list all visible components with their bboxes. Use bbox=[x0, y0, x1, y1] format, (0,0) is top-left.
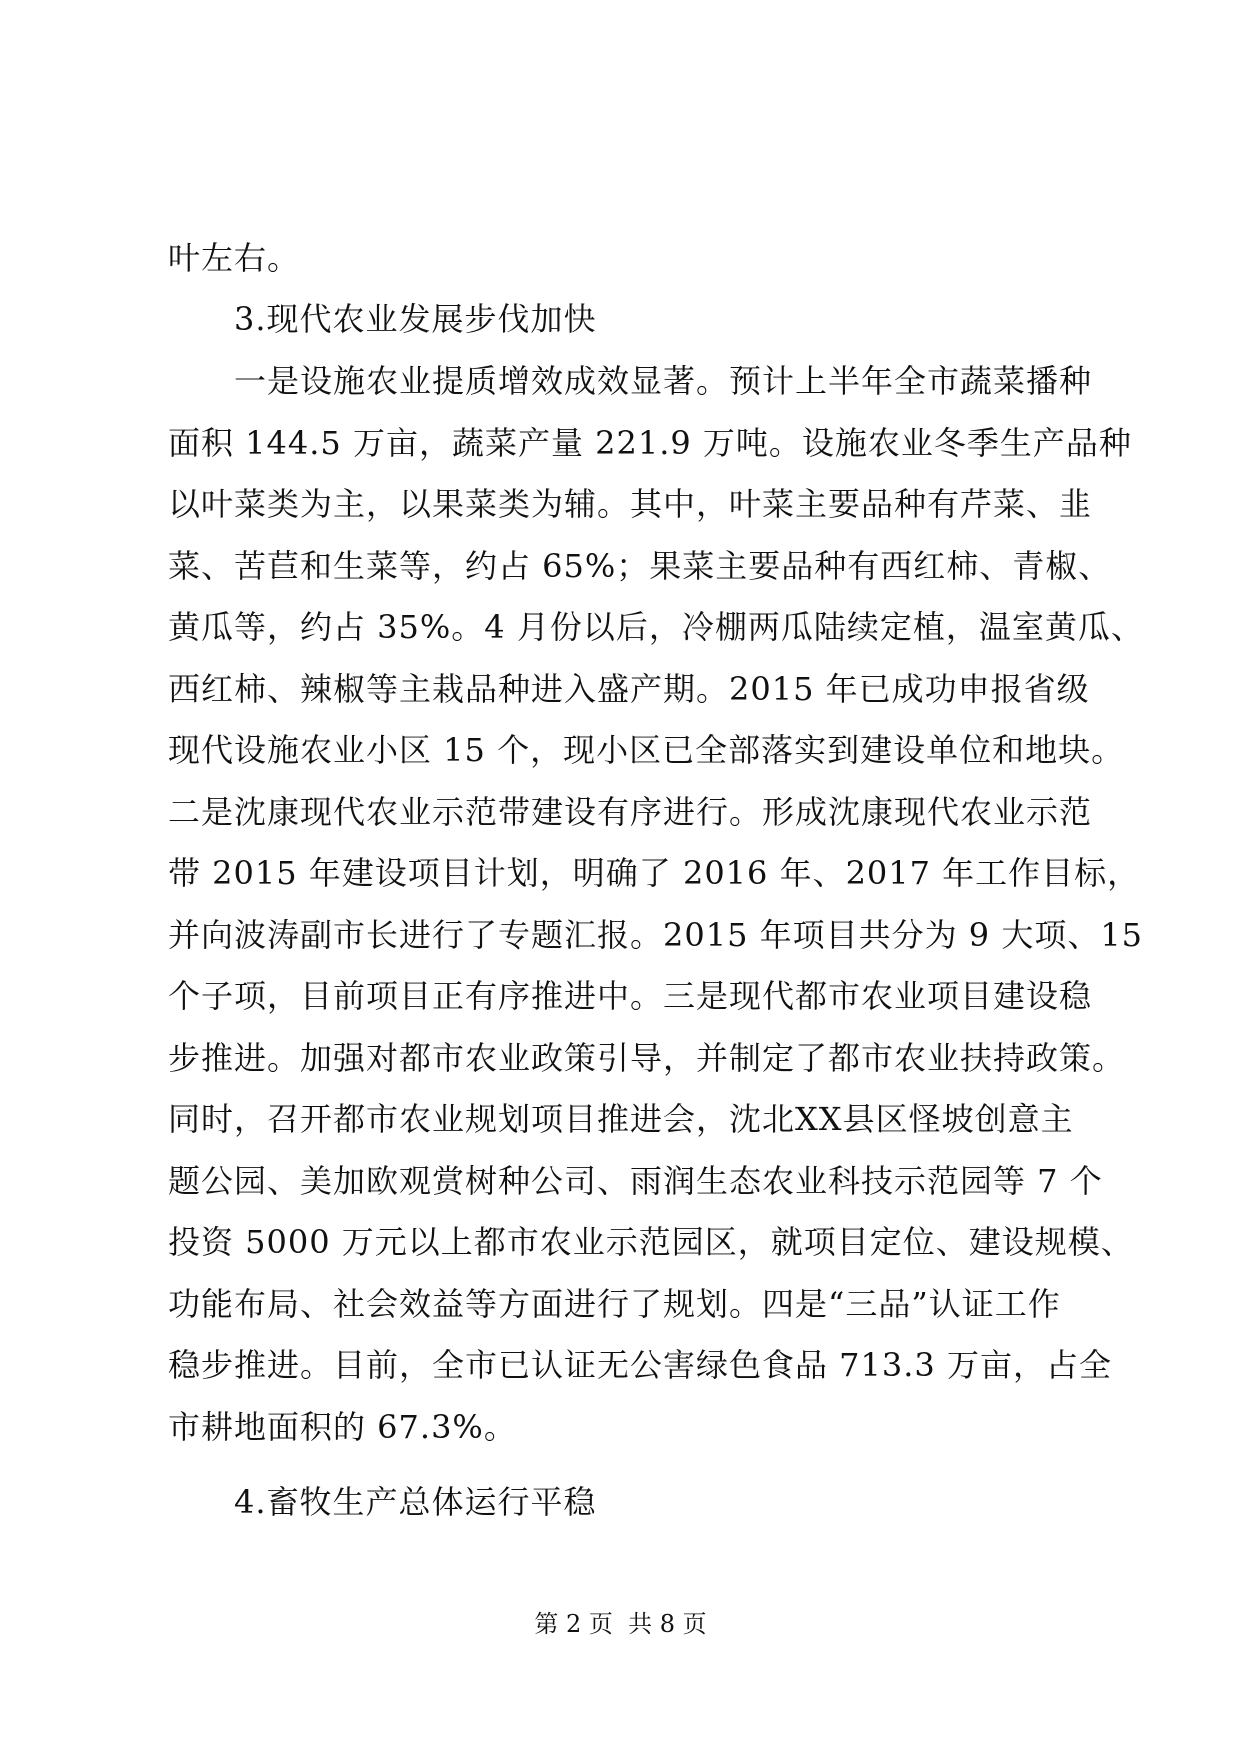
text-line-9: 现代设施农业小区 15 个，现小区已全部落实到建设单位和地块。 bbox=[168, 731, 1125, 769]
text-line-11: 带 2015 年建设项目计划，明确了 2016 年、2017 年工作目标， bbox=[168, 854, 1141, 892]
page-footer: 第 2 页 共 8 页 bbox=[534, 1610, 707, 1638]
section-heading-4: 4.畜牧生产总体运行平稳 bbox=[234, 1483, 597, 1521]
text-line-16: 题公园、美加欧观赏树种公司、雨润生态农业科技示范园等 7 个 bbox=[168, 1162, 1103, 1200]
text-line-20: 市耕地面积的 67.3%。 bbox=[168, 1408, 517, 1446]
text-line-17: 投资 5000 万元以上都市农业示范园区，就项目定位、建设规模、 bbox=[168, 1223, 1134, 1261]
text-line-6: 菜、苦苣和生菜等，约占 65%；果菜主要品种有西红柿、青椒、 bbox=[168, 547, 1112, 585]
text-line-18: 功能布局、社会效益等方面进行了规划。四是“三品”认证工作 bbox=[168, 1285, 1061, 1323]
text-line-5: 以叶菜类为主，以果菜类为辅。其中，叶菜主要品种有芹菜、韭 bbox=[168, 485, 1093, 523]
text-line-1: 叶左右。 bbox=[168, 239, 301, 277]
text-line-14: 步推进。加强对都市农业政策引导，并制定了都市农业扶持政策。 bbox=[168, 1039, 1126, 1077]
text-line-15: 同时，召开都市农业规划项目推进会，沈北XX县区怪坡创意主 bbox=[168, 1100, 1074, 1138]
text-line-19: 稳步推进。目前，全市已认证无公害绿色食品 713.3 万亩，占全 bbox=[168, 1346, 1112, 1384]
text-line-13: 个子项，目前项目正有序推进中。三是现代都市农业项目建设稳 bbox=[168, 977, 1093, 1015]
text-line-10: 二是沈康现代农业示范带建设有序进行。形成沈康现代农业示范 bbox=[168, 793, 1093, 831]
text-line-7: 黄瓜等，约占 35%。4 月份以后，冷棚两瓜陆续定植，温室黄瓜、 bbox=[168, 608, 1144, 646]
text-line-4: 面积 144.5 万亩，蔬菜产量 221.9 万吨。设施农业冬季生产品种 bbox=[168, 424, 1132, 462]
text-line-12: 并向波涛副市长进行了专题汇报。2015 年项目共分为 9 大项、15 bbox=[168, 916, 1144, 954]
text-line-3: 一是设施农业提质增效成效显著。预计上半年全市蔬菜播种 bbox=[234, 362, 1093, 400]
text-line-8: 西红柿、辣椒等主栽品种进入盛产期。2015 年已成功申报省级 bbox=[168, 670, 1090, 708]
section-heading-3: 3.现代农业发展步伐加快 bbox=[234, 300, 597, 338]
